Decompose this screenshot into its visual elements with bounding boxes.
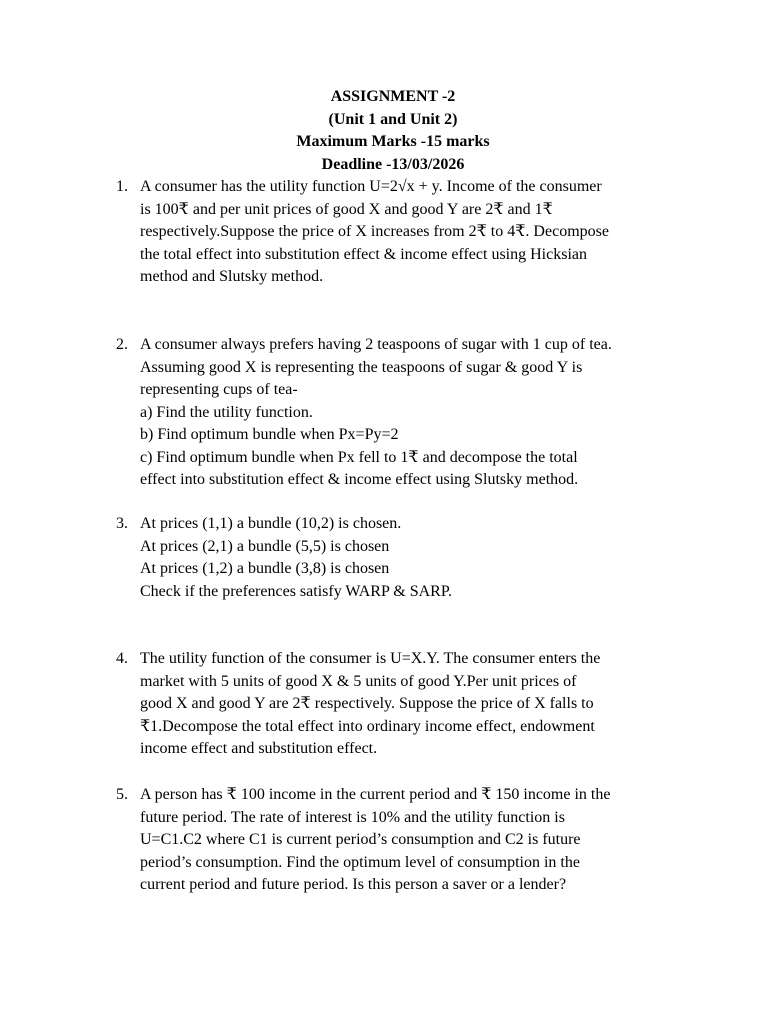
- question-line: is 100₹ and per unit prices of good X and good Y are 2₹ and 1₹: [140, 200, 553, 218]
- question-5: [116, 784, 686, 897]
- question-text: [140, 176, 686, 289]
- question-line: future period. The rate of interest is 10% and the utility function is: [140, 808, 565, 826]
- question-text: [140, 513, 686, 603]
- question-line: current period and future period. Is this person a saver or a lender?: [140, 876, 567, 893]
- question-text: [140, 784, 686, 897]
- question-line: A consumer always prefers having 2 teaspoons of sugar with 1 cup of tea.: [140, 336, 612, 353]
- question-line: market with 5 units of good X & 5 units of good Y.Per unit prices of: [140, 672, 577, 690]
- question-line: Assuming good X is representing the teaspoons of sugar & good Y is: [140, 358, 583, 376]
- question-1: [116, 176, 686, 289]
- sub-question-a: a) Find the utility function.: [140, 403, 313, 421]
- question-4: [116, 648, 686, 761]
- question-line: At prices (2,1) a bundle (5,5) is chosen: [140, 537, 390, 555]
- question-line: The utility function of the consumer is U=X.Y. The consumer enters the: [140, 650, 601, 667]
- sub-question-c: c) Find optimum bundle when Px fell to 1₹ and decompose the total: [140, 448, 578, 466]
- question-line: the total effect into substitution effect & income effect using Hicksian: [140, 245, 587, 263]
- question-line: A consumer has the utility function U=2√x + y. Income of the consumer: [140, 178, 602, 195]
- assignment-title: ASSIGNMENT -2: [330, 88, 456, 105]
- question-line: respectively.Suppose the price of X increases from 2₹ to 4₹. Decompose: [140, 223, 609, 240]
- question-number: 1.: [116, 178, 128, 195]
- assignment-units: (Unit 1 and Unit 2): [328, 110, 458, 128]
- assignment-deadline: Deadline -13/03/2026: [321, 155, 465, 173]
- question-line: A person has ₹ 100 income in the current period and ₹ 150 income in the: [140, 786, 611, 803]
- question-line: effect into substitution effect & income effect using Slutsky method.: [140, 471, 579, 488]
- question-text: [140, 648, 686, 761]
- assignment-max-marks: Maximum Marks -15 marks: [296, 133, 490, 150]
- question-number: 4.: [116, 650, 128, 667]
- question-line: income effect and substitution effect.: [140, 740, 378, 757]
- question-line: representing cups of tea-: [140, 381, 298, 398]
- sub-question-b: b) Find optimum bundle when Px=Py=2: [140, 426, 399, 443]
- question-line: good X and good Y are 2₹ respectively. Suppose the price of X falls to: [140, 695, 594, 712]
- question-line: U=C1.C2 where C1 is current period’s consumption and C2 is future: [140, 831, 581, 848]
- question-line: Check if the preferences satisfy WARP & SARP.: [140, 582, 452, 600]
- question-number: 3.: [116, 515, 128, 532]
- question-line: At prices (1,1) a bundle (10,2) is chosen.: [140, 515, 402, 532]
- question-line: ₹1.Decompose the total effect into ordinary income effect, endowment: [140, 717, 595, 735]
- question-number: 5.: [116, 786, 128, 803]
- question-text: [140, 334, 686, 492]
- question-line: method and Slutsky method.: [140, 268, 324, 285]
- question-2: [116, 334, 686, 492]
- question-line: At prices (1,2) a bundle (3,8) is chosen: [140, 560, 390, 577]
- question-number: 2.: [116, 336, 128, 353]
- question-line: period’s consumption. Find the optimum level of consumption in the: [140, 853, 580, 871]
- assignment-header: [0, 86, 768, 176]
- question-3: [116, 513, 686, 603]
